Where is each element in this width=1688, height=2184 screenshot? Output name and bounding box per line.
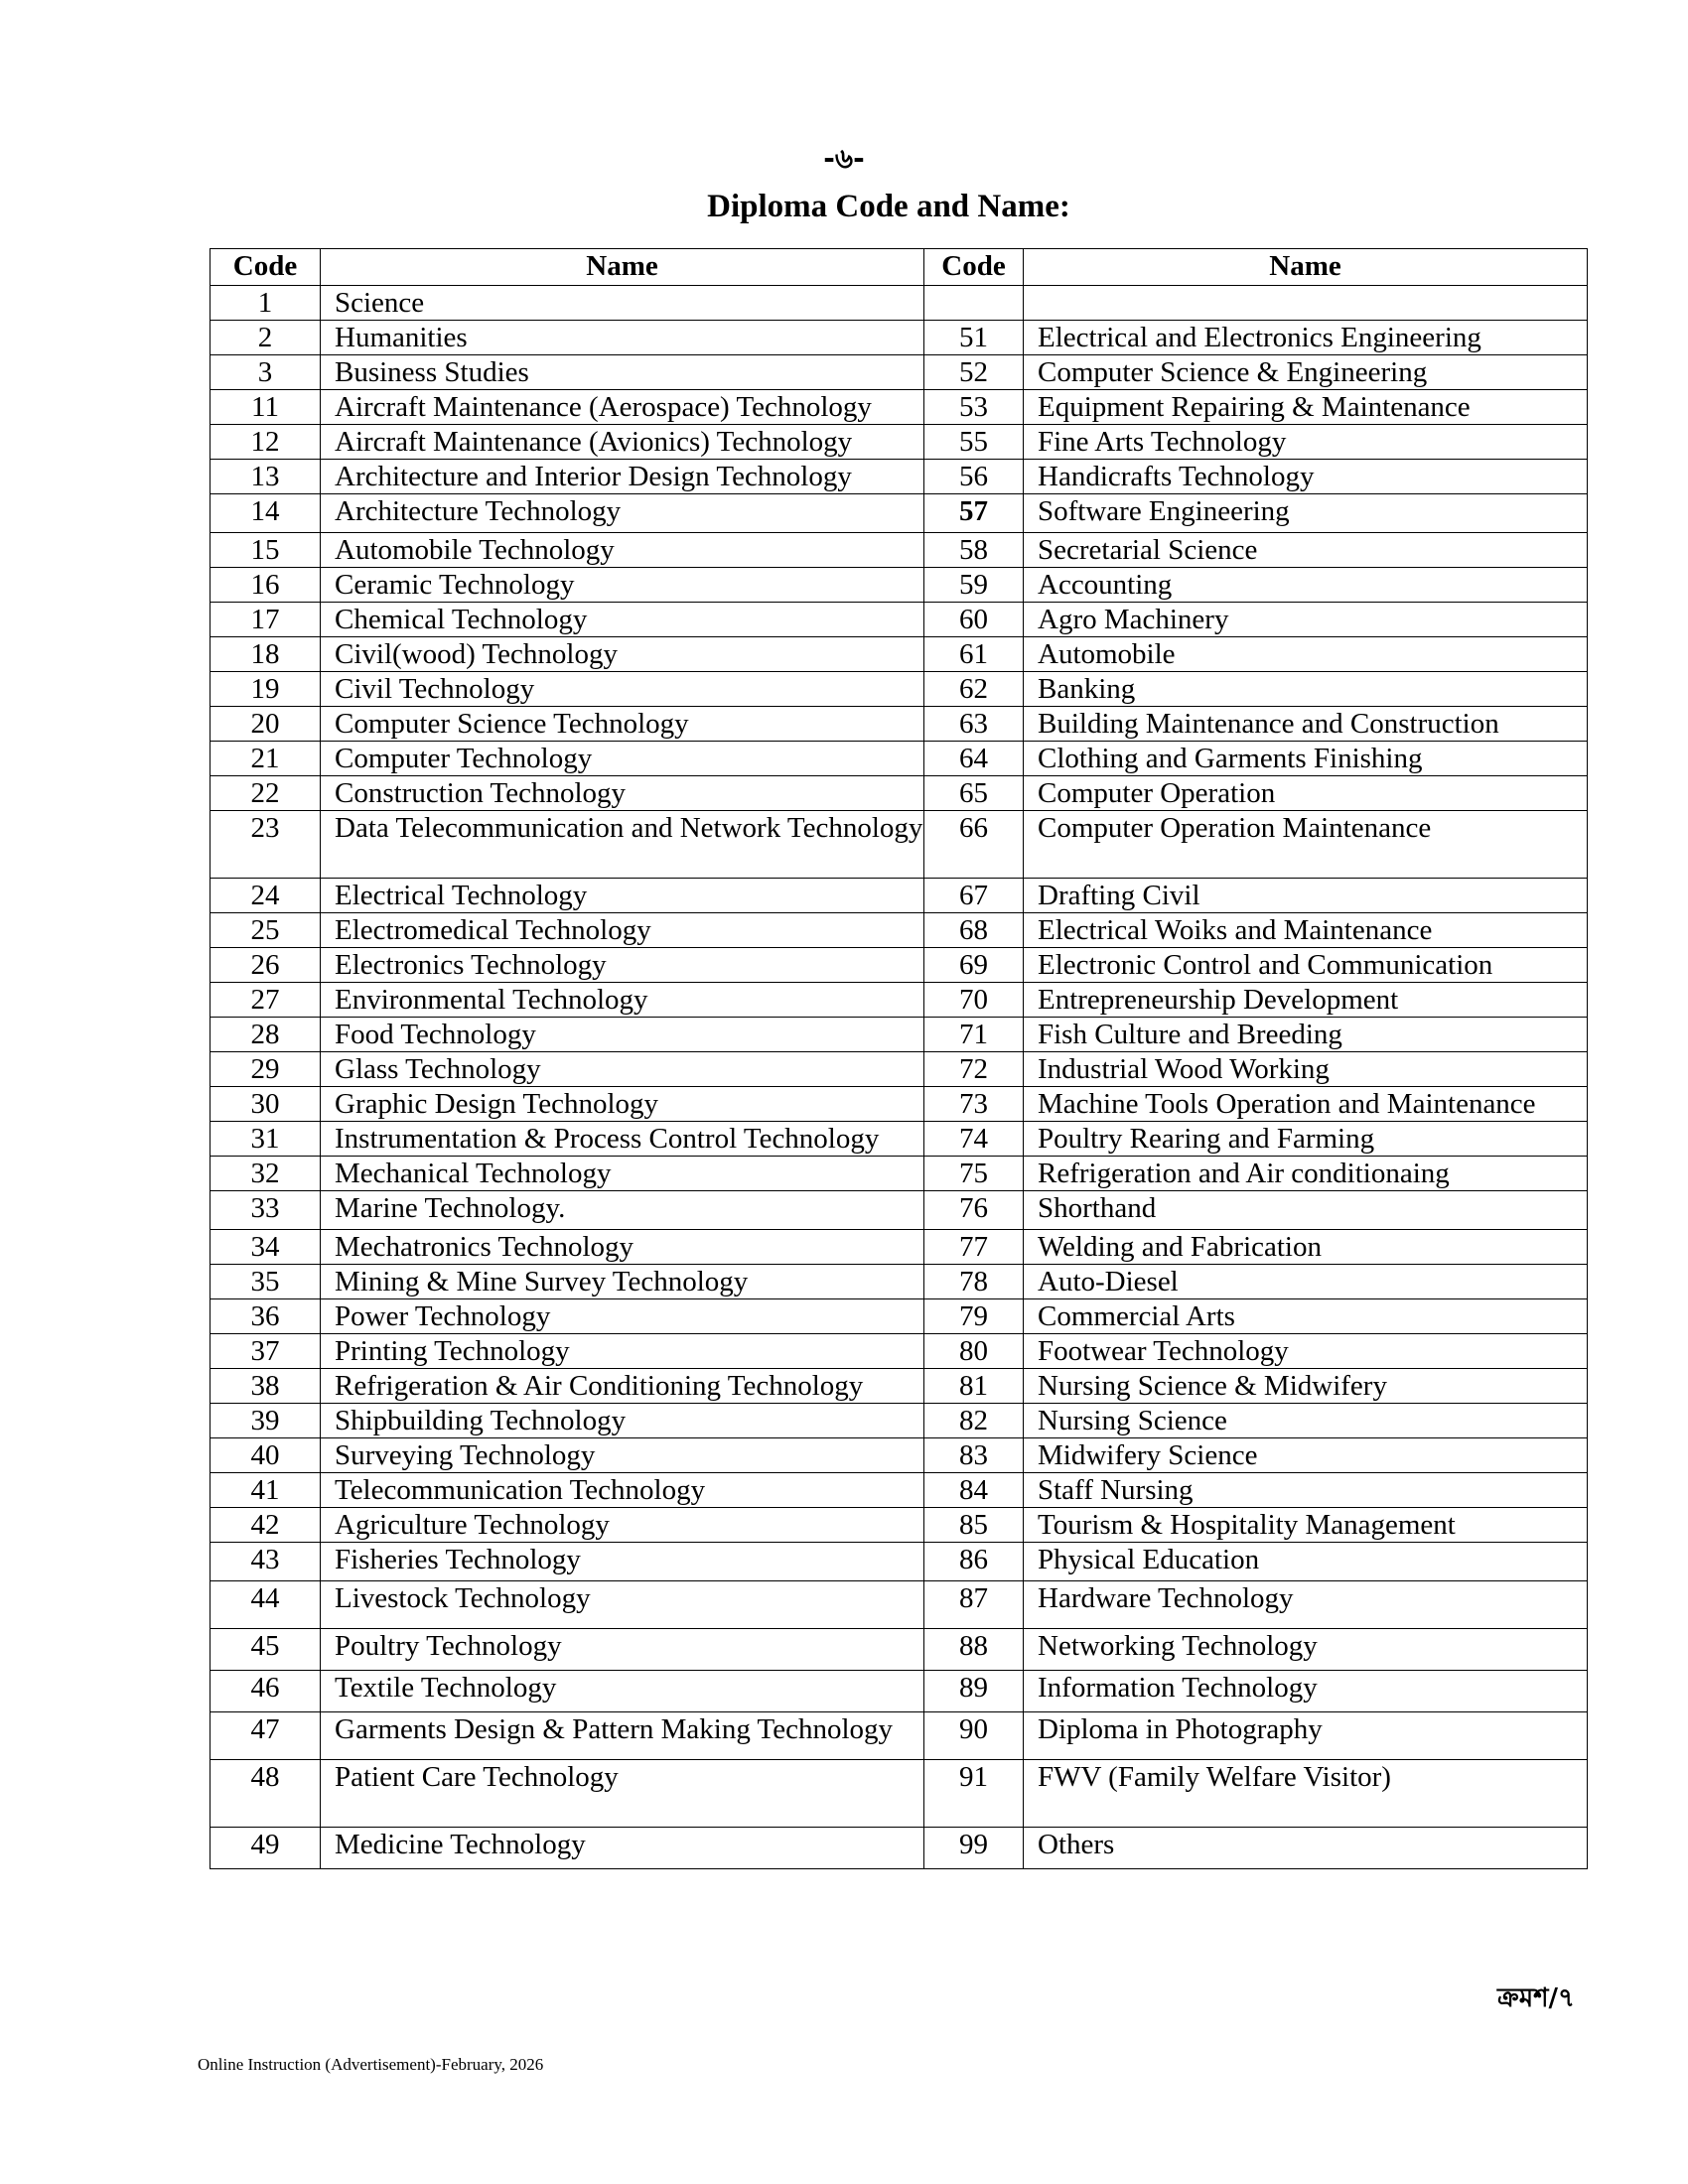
name-cell: Civil(wood) Technology: [321, 637, 924, 672]
page-number: -৬-: [823, 142, 865, 175]
name-cell: Construction Technology: [321, 776, 924, 811]
name-cell: Business Studies: [321, 355, 924, 390]
column-header-code: Code: [924, 249, 1024, 286]
name-cell: Equipment Repairing & Maintenance: [1024, 390, 1588, 425]
code-cell: 56: [924, 460, 1024, 494]
name-cell: Automobile: [1024, 637, 1588, 672]
code-cell: 76: [924, 1191, 1024, 1230]
code-cell: 32: [211, 1157, 321, 1191]
code-cell: 22: [211, 776, 321, 811]
name-cell: FWV (Family Welfare Visitor): [1024, 1760, 1588, 1828]
code-cell: 17: [211, 603, 321, 637]
code-cell: 78: [924, 1265, 1024, 1299]
name-cell: Medicine Technology: [321, 1828, 924, 1869]
name-cell: Handicrafts Technology: [1024, 460, 1588, 494]
name-cell: Surveying Technology: [321, 1438, 924, 1473]
name-cell: Computer Technology: [321, 742, 924, 776]
name-cell: Livestock Technology: [321, 1581, 924, 1629]
code-cell: 21: [211, 742, 321, 776]
name-cell: Marine Technology.: [321, 1191, 924, 1230]
code-cell: 24: [211, 879, 321, 913]
code-cell: 26: [211, 948, 321, 983]
code-cell: 58: [924, 533, 1024, 568]
name-cell: Accounting: [1024, 568, 1588, 603]
name-cell: Instrumentation & Process Control Technology: [321, 1122, 924, 1157]
code-cell: 99: [924, 1828, 1024, 1869]
table-row: [211, 1334, 1588, 1369]
code-cell: 79: [924, 1299, 1024, 1334]
table-row: [211, 1543, 1588, 1581]
code-cell: 51: [924, 321, 1024, 355]
code-cell: 90: [924, 1712, 1024, 1760]
code-cell: 88: [924, 1629, 1024, 1671]
code-cell: 28: [211, 1018, 321, 1052]
name-cell: Power Technology: [321, 1299, 924, 1334]
code-cell: 16: [211, 568, 321, 603]
name-cell: Agriculture Technology: [321, 1508, 924, 1543]
name-cell: Poultry Technology: [321, 1629, 924, 1671]
name-cell: Refrigeration & Air Conditioning Technology: [321, 1369, 924, 1404]
code-cell: 46: [211, 1671, 321, 1712]
name-cell: Industrial Wood Working: [1024, 1052, 1588, 1087]
code-cell: 74: [924, 1122, 1024, 1157]
code-cell: 53: [924, 390, 1024, 425]
code-cell: 29: [211, 1052, 321, 1087]
name-cell: Banking: [1024, 672, 1588, 707]
name-cell: Electronic Control and Communication: [1024, 948, 1588, 983]
code-cell: 61: [924, 637, 1024, 672]
name-cell: Refrigeration and Air conditionaing: [1024, 1157, 1588, 1191]
name-cell: Aircraft Maintenance (Aerospace) Technology: [321, 390, 924, 425]
code-cell: 30: [211, 1087, 321, 1122]
table-row: [211, 1265, 1588, 1299]
name-cell: Computer Operation: [1024, 776, 1588, 811]
code-cell: 81: [924, 1369, 1024, 1404]
code-cell: 57: [924, 494, 1024, 533]
name-cell: Others: [1024, 1828, 1588, 1869]
name-cell: Hardware Technology: [1024, 1581, 1588, 1629]
name-cell: Automobile Technology: [321, 533, 924, 568]
name-cell: Nursing Science & Midwifery: [1024, 1369, 1588, 1404]
continued-label: ক্রমশ/৭: [1497, 1983, 1575, 2013]
code-cell: 69: [924, 948, 1024, 983]
name-cell: Drafting Civil: [1024, 879, 1588, 913]
name-cell: Garments Design & Pattern Making Technology: [321, 1712, 924, 1760]
code-cell: 66: [924, 811, 1024, 879]
code-cell: 84: [924, 1473, 1024, 1508]
code-cell: 72: [924, 1052, 1024, 1087]
table-row: [211, 568, 1588, 603]
code-cell: 64: [924, 742, 1024, 776]
code-cell: 35: [211, 1265, 321, 1299]
code-cell: 38: [211, 1369, 321, 1404]
name-cell: Aircraft Maintenance (Avionics) Technology: [321, 425, 924, 460]
table-row: [211, 1404, 1588, 1438]
code-cell: 48: [211, 1760, 321, 1828]
code-cell: 33: [211, 1191, 321, 1230]
diploma-code-table: [210, 248, 1588, 1869]
code-cell: 86: [924, 1543, 1024, 1581]
code-cell: 18: [211, 637, 321, 672]
table-row: [211, 1157, 1588, 1191]
name-cell: Mechatronics Technology: [321, 1230, 924, 1265]
name-cell: Architecture and Interior Design Technology: [321, 460, 924, 494]
name-cell: Glass Technology: [321, 1052, 924, 1087]
code-cell: 31: [211, 1122, 321, 1157]
name-cell: Midwifery Science: [1024, 1438, 1588, 1473]
table-row: [211, 390, 1588, 425]
code-cell: 71: [924, 1018, 1024, 1052]
footer-text: Online Instruction (Advertisement)-February, 2026: [198, 2055, 544, 2074]
code-cell: 23: [211, 811, 321, 879]
name-cell: Computer Science Technology: [321, 707, 924, 742]
table-row: [211, 742, 1588, 776]
name-cell: Architecture Technology: [321, 494, 924, 533]
code-cell: 13: [211, 460, 321, 494]
code-cell: 34: [211, 1230, 321, 1265]
code-cell: 63: [924, 707, 1024, 742]
table-row: [211, 1671, 1588, 1712]
table-row: [211, 1230, 1588, 1265]
name-cell: Mechanical Technology: [321, 1157, 924, 1191]
code-cell: 11: [211, 390, 321, 425]
name-cell: Agro Machinery: [1024, 603, 1588, 637]
code-cell: 36: [211, 1299, 321, 1334]
name-cell: Chemical Technology: [321, 603, 924, 637]
table-row: [211, 983, 1588, 1018]
table-row: [211, 1581, 1588, 1629]
page-title: Diploma Code and Name:: [707, 189, 1070, 224]
code-cell: 65: [924, 776, 1024, 811]
name-cell: [1024, 286, 1588, 321]
code-cell: 55: [924, 425, 1024, 460]
name-cell: Computer Science & Engineering: [1024, 355, 1588, 390]
name-cell: Computer Operation Maintenance: [1024, 811, 1588, 879]
name-cell: Data Telecommunication and Network Technology: [321, 811, 924, 879]
name-cell: Auto-Diesel: [1024, 1265, 1588, 1299]
table-row: [211, 355, 1588, 390]
code-cell: 3: [211, 355, 321, 390]
name-cell: Fisheries Technology: [321, 1543, 924, 1581]
table-row: [211, 1191, 1588, 1230]
code-cell: 77: [924, 1230, 1024, 1265]
table-row: [211, 1473, 1588, 1508]
name-cell: Footwear Technology: [1024, 1334, 1588, 1369]
name-cell: Building Maintenance and Construction: [1024, 707, 1588, 742]
name-cell: Science: [321, 286, 924, 321]
code-cell: 20: [211, 707, 321, 742]
code-cell: 19: [211, 672, 321, 707]
name-cell: Civil Technology: [321, 672, 924, 707]
name-cell: Poultry Rearing and Farming: [1024, 1122, 1588, 1157]
name-cell: Mining & Mine Survey Technology: [321, 1265, 924, 1299]
name-cell: Food Technology: [321, 1018, 924, 1052]
column-header-code: Code: [211, 249, 321, 286]
name-cell: Welding and Fabrication: [1024, 1230, 1588, 1265]
name-cell: Fish Culture and Breeding: [1024, 1018, 1588, 1052]
table-row: [211, 1828, 1588, 1869]
code-cell: 67: [924, 879, 1024, 913]
column-header-name: Name: [1024, 249, 1588, 286]
name-cell: Ceramic Technology: [321, 568, 924, 603]
name-cell: Electrical and Electronics Engineering: [1024, 321, 1588, 355]
code-cell: 41: [211, 1473, 321, 1508]
code-cell: 42: [211, 1508, 321, 1543]
table-row: [211, 603, 1588, 637]
code-cell: 15: [211, 533, 321, 568]
code-cell: 14: [211, 494, 321, 533]
table-row: [211, 1052, 1588, 1087]
table-row: [211, 879, 1588, 913]
table-row: [211, 1122, 1588, 1157]
name-cell: Software Engineering: [1024, 494, 1588, 533]
table-row: [211, 1369, 1588, 1404]
name-cell: Entrepreneurship Development: [1024, 983, 1588, 1018]
name-cell: Networking Technology: [1024, 1629, 1588, 1671]
name-cell: Fine Arts Technology: [1024, 425, 1588, 460]
table-row: [211, 637, 1588, 672]
code-cell: 52: [924, 355, 1024, 390]
name-cell: Humanities: [321, 321, 924, 355]
name-cell: Electromedical Technology: [321, 913, 924, 948]
code-cell: 89: [924, 1671, 1024, 1712]
name-cell: Staff Nursing: [1024, 1473, 1588, 1508]
code-cell: 60: [924, 603, 1024, 637]
table-row: [211, 672, 1588, 707]
name-cell: Clothing and Garments Finishing: [1024, 742, 1588, 776]
code-cell: 37: [211, 1334, 321, 1369]
code-cell: 82: [924, 1404, 1024, 1438]
name-cell: Diploma in Photography: [1024, 1712, 1588, 1760]
code-cell: 59: [924, 568, 1024, 603]
table-header-row: [211, 249, 1588, 286]
table-row: [211, 811, 1588, 879]
code-cell: 25: [211, 913, 321, 948]
table-row: [211, 533, 1588, 568]
name-cell: Tourism & Hospitality Management: [1024, 1508, 1588, 1543]
table-row: [211, 913, 1588, 948]
name-cell: Secretarial Science: [1024, 533, 1588, 568]
table-row: [211, 286, 1588, 321]
table-row: [211, 1508, 1588, 1543]
code-cell: 49: [211, 1828, 321, 1869]
code-cell: 70: [924, 983, 1024, 1018]
name-cell: Information Technology: [1024, 1671, 1588, 1712]
code-cell: 43: [211, 1543, 321, 1581]
name-cell: Electrical Technology: [321, 879, 924, 913]
table-row: [211, 1299, 1588, 1334]
name-cell: Printing Technology: [321, 1334, 924, 1369]
code-cell: 91: [924, 1760, 1024, 1828]
code-cell: 45: [211, 1629, 321, 1671]
code-cell: 44: [211, 1581, 321, 1629]
code-cell: 12: [211, 425, 321, 460]
code-cell: 68: [924, 913, 1024, 948]
code-cell: 2: [211, 321, 321, 355]
name-cell: Nursing Science: [1024, 1404, 1588, 1438]
code-cell: 85: [924, 1508, 1024, 1543]
table-row: [211, 707, 1588, 742]
table-row: [211, 425, 1588, 460]
table-row: [211, 460, 1588, 494]
name-cell: Telecommunication Technology: [321, 1473, 924, 1508]
code-cell: 40: [211, 1438, 321, 1473]
name-cell: Machine Tools Operation and Maintenance: [1024, 1087, 1588, 1122]
name-cell: Graphic Design Technology: [321, 1087, 924, 1122]
code-cell: 75: [924, 1157, 1024, 1191]
table-row: [211, 776, 1588, 811]
code-cell: 1: [211, 286, 321, 321]
name-cell: Shipbuilding Technology: [321, 1404, 924, 1438]
table-row: [211, 1018, 1588, 1052]
name-cell: Commercial Arts: [1024, 1299, 1588, 1334]
table-row: [211, 494, 1588, 533]
name-cell: Textile Technology: [321, 1671, 924, 1712]
table-row: [211, 1760, 1588, 1828]
table-row: [211, 1629, 1588, 1671]
table-row: [211, 1438, 1588, 1473]
table-row: [211, 1087, 1588, 1122]
name-cell: Electrical Woiks and Maintenance: [1024, 913, 1588, 948]
table-row: [211, 321, 1588, 355]
name-cell: Shorthand: [1024, 1191, 1588, 1230]
code-cell: 80: [924, 1334, 1024, 1369]
column-header-name: Name: [321, 249, 924, 286]
code-cell: 73: [924, 1087, 1024, 1122]
table-row: [211, 948, 1588, 983]
code-cell: [924, 286, 1024, 321]
name-cell: Patient Care Technology: [321, 1760, 924, 1828]
code-cell: 47: [211, 1712, 321, 1760]
name-cell: Environmental Technology: [321, 983, 924, 1018]
table-row: [211, 1712, 1588, 1760]
code-cell: 83: [924, 1438, 1024, 1473]
name-cell: Electronics Technology: [321, 948, 924, 983]
code-cell: 39: [211, 1404, 321, 1438]
code-cell: 87: [924, 1581, 1024, 1629]
name-cell: Physical Education: [1024, 1543, 1588, 1581]
code-cell: 27: [211, 983, 321, 1018]
code-cell: 62: [924, 672, 1024, 707]
